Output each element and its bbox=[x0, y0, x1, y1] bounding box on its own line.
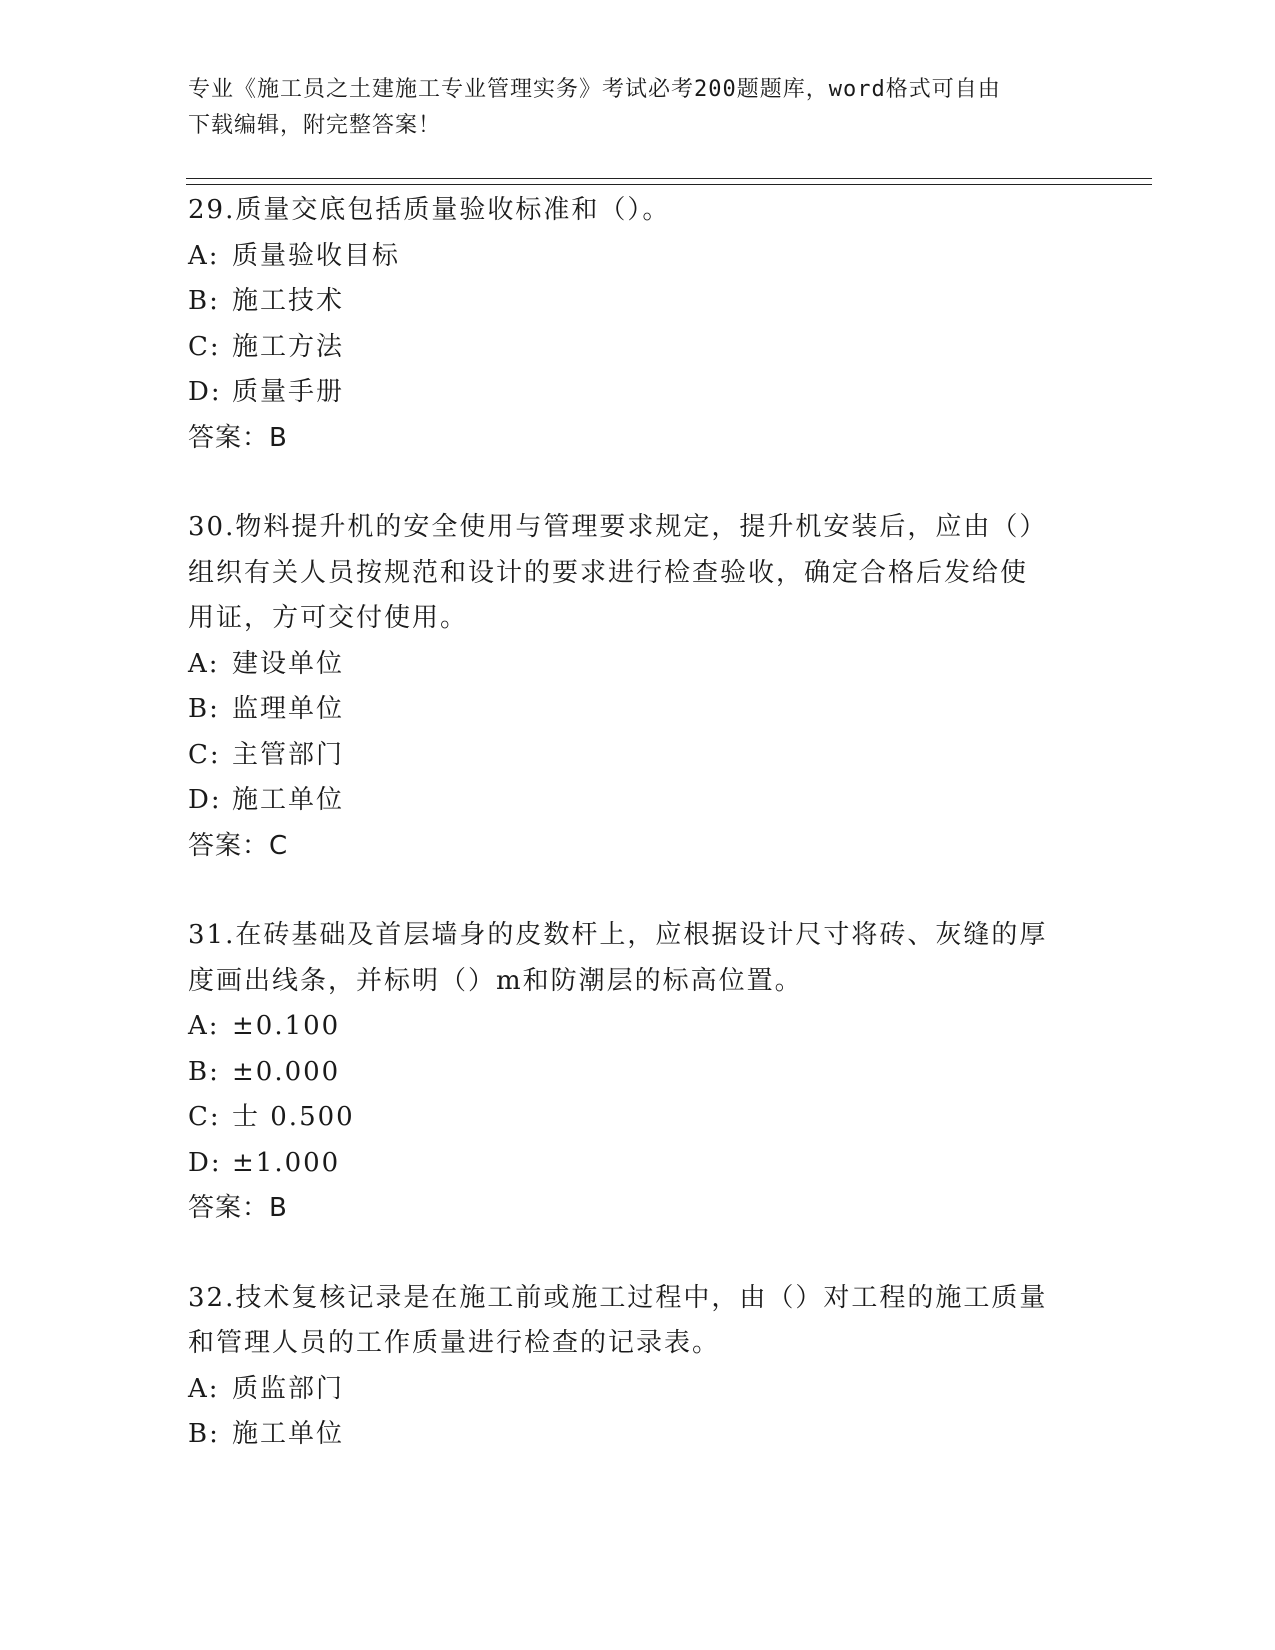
option-text: 主管部门 bbox=[232, 739, 345, 770]
option-text: ±0.000 bbox=[232, 1056, 341, 1087]
option-text: 施工单位 bbox=[232, 785, 345, 815]
option-b bbox=[188, 1412, 1088, 1458]
option-text: 建设单位 bbox=[232, 648, 345, 679]
option-b bbox=[188, 279, 1088, 325]
option-letter: B: bbox=[188, 694, 220, 724]
option-text: 质监部门 bbox=[232, 1373, 345, 1404]
option-d bbox=[188, 778, 1088, 824]
question-29 bbox=[188, 188, 1088, 461]
option-letter: B: bbox=[188, 286, 220, 316]
option-b bbox=[188, 1050, 1088, 1096]
option-letter: D: bbox=[188, 377, 222, 407]
option-letter: D: bbox=[188, 1147, 222, 1178]
question-31 bbox=[188, 913, 1088, 1232]
question-list bbox=[188, 188, 1088, 1502]
option-c bbox=[188, 325, 1088, 371]
option-text: 质量验收目标 bbox=[232, 240, 401, 271]
option-letter: C: bbox=[188, 1102, 221, 1132]
question-stem-line: 度画出线条，并标明（）m和防潮层的标高位置。 bbox=[188, 965, 803, 996]
option-a bbox=[188, 1004, 1088, 1050]
option-letter: A: bbox=[188, 1373, 220, 1404]
option-letter: B: bbox=[188, 1419, 220, 1449]
option-d bbox=[188, 370, 1088, 416]
option-b bbox=[188, 687, 1088, 733]
answer-line: 答案：B bbox=[188, 422, 288, 453]
header-line-2: 下载编辑，附完整答案！ bbox=[188, 113, 442, 138]
answer-line: 答案：B bbox=[188, 1193, 288, 1223]
option-a bbox=[188, 234, 1088, 280]
header-line-1: 专业《施工员之土建施工专业管理实务》考试必考200题题库，word格式可自由 bbox=[188, 77, 1001, 102]
option-c bbox=[188, 733, 1088, 779]
option-letter: A: bbox=[188, 1011, 220, 1041]
option-text: 施工方法 bbox=[232, 331, 345, 362]
option-text: 士 0.500 bbox=[232, 1102, 355, 1132]
option-text: 监理单位 bbox=[232, 694, 345, 724]
option-text: 施工单位 bbox=[232, 1419, 345, 1449]
option-a bbox=[188, 1367, 1088, 1413]
option-text: 施工技术 bbox=[232, 286, 345, 316]
question-stem: 29.质量交底包括质量验收标准和（）。 bbox=[188, 195, 671, 225]
option-letter: C: bbox=[188, 739, 221, 770]
option-letter: C: bbox=[188, 331, 221, 362]
option-a bbox=[188, 642, 1088, 688]
question-stem-line: 用证，方可交付使用。 bbox=[188, 603, 469, 633]
option-text: 质量手册 bbox=[232, 377, 345, 407]
option-text: ±0.100 bbox=[232, 1011, 341, 1041]
option-d bbox=[188, 1141, 1088, 1187]
option-letter: D: bbox=[188, 785, 222, 815]
document-header bbox=[188, 72, 1068, 144]
question-stem-line: 30.物料提升机的安全使用与管理要求规定，提升机安装后，应由（） bbox=[188, 512, 1048, 542]
option-letter: A: bbox=[188, 240, 220, 271]
header-divider-bottom bbox=[186, 184, 1152, 185]
question-32 bbox=[188, 1276, 1088, 1458]
question-30 bbox=[188, 505, 1088, 869]
option-letter: B: bbox=[188, 1056, 220, 1087]
header-divider-top bbox=[186, 178, 1152, 179]
option-c bbox=[188, 1095, 1088, 1141]
question-stem-line: 和管理人员的工作质量进行检查的记录表。 bbox=[188, 1328, 721, 1358]
answer-line: 答案：C bbox=[188, 830, 289, 861]
option-letter: A: bbox=[188, 648, 220, 679]
option-text: ±1.000 bbox=[232, 1147, 341, 1178]
question-stem-line: 31.在砖基础及首层墙身的皮数杆上，应根据设计尺寸将砖、灰缝的厚 bbox=[188, 920, 1048, 950]
question-stem-line: 32.技术复核记录是在施工前或施工过程中，由（）对工程的施工质量 bbox=[188, 1282, 1048, 1313]
question-stem-line: 组织有关人员按规范和设计的要求进行检查验收，确定合格后发给使 bbox=[188, 557, 1029, 588]
